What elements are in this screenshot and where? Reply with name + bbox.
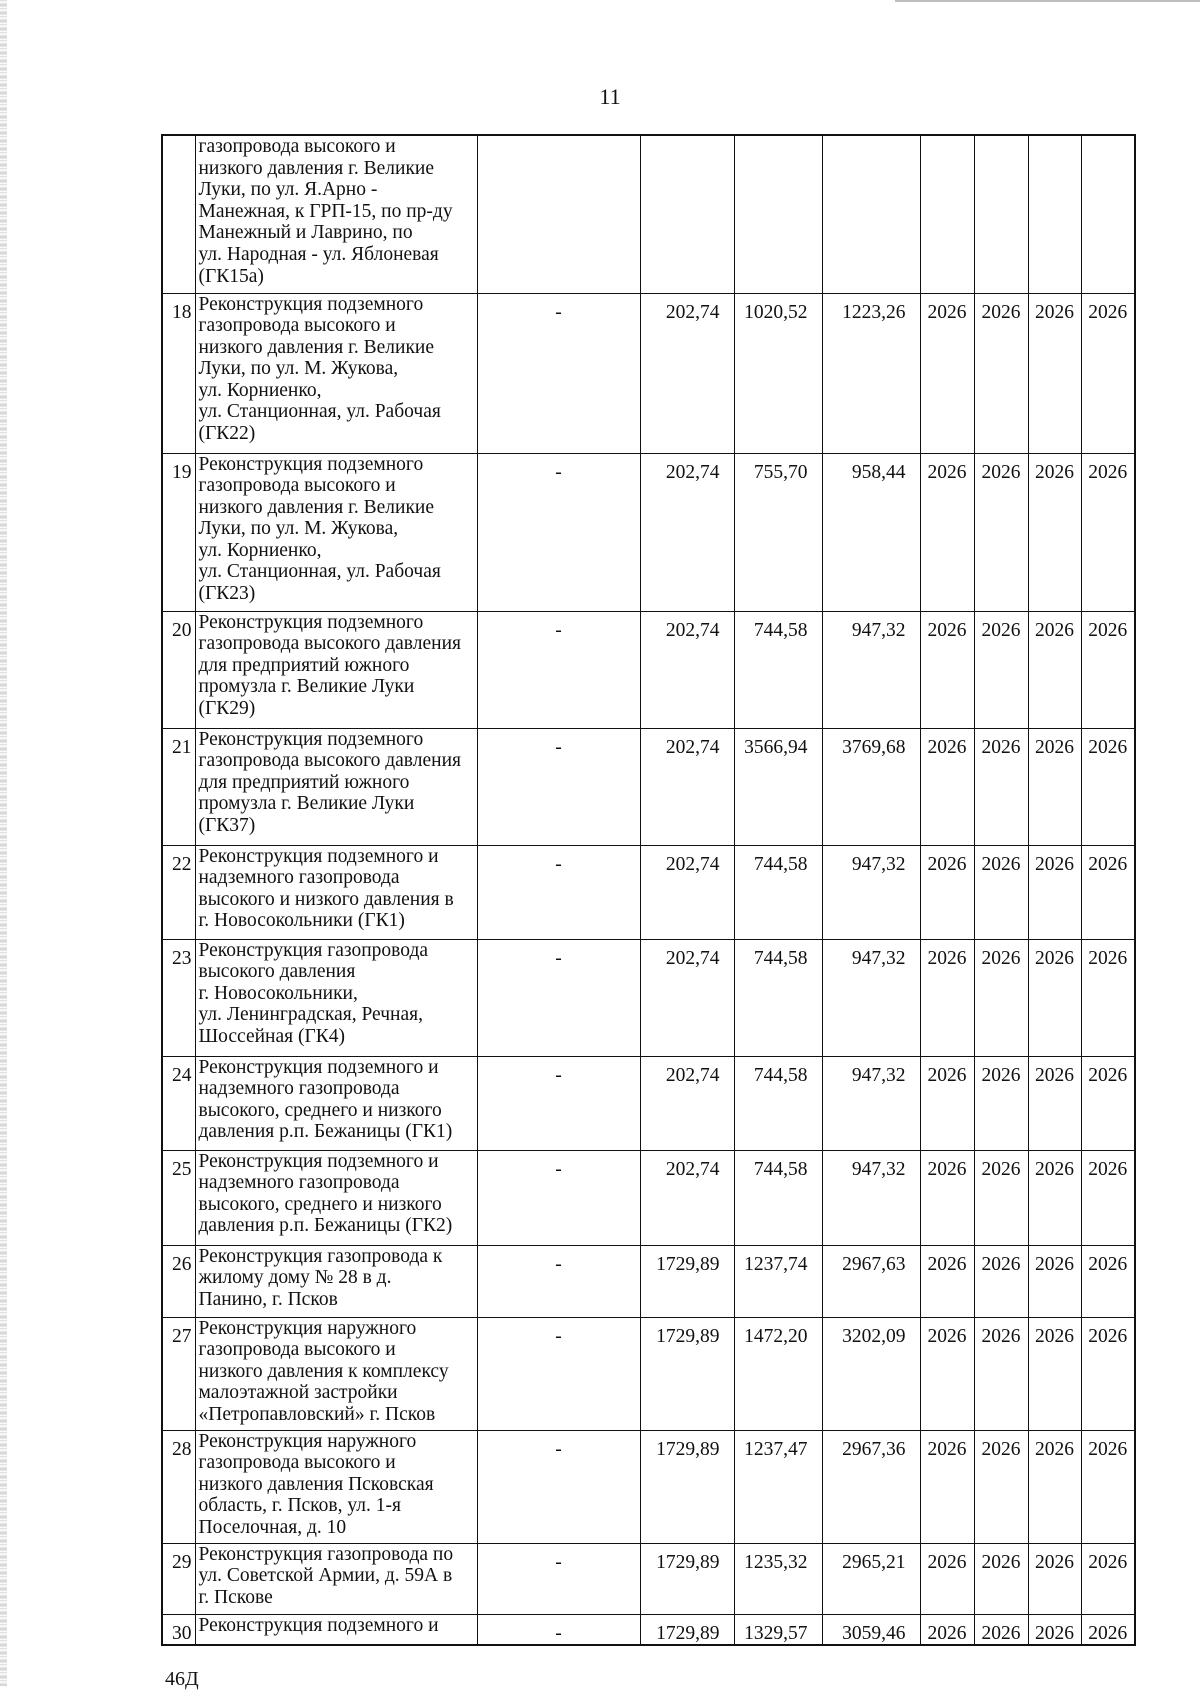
dash-cell: - xyxy=(477,1317,640,1430)
year-cell-1: 2026 xyxy=(920,611,974,728)
year-cell-2: 2026 xyxy=(974,1056,1028,1150)
year-cell-3: 2026 xyxy=(1028,611,1081,728)
total-cell: 3202,09 xyxy=(822,1317,920,1430)
dash-cell: - xyxy=(477,1150,640,1245)
dash-cell: - xyxy=(477,939,640,1056)
year-cell-4: 2026 xyxy=(1081,845,1135,939)
description-cell: Реконструкция газопровода к жилому дому № 28 в д. Панино, г. Псков xyxy=(195,1245,477,1317)
value-cell-1: 1729,89 xyxy=(640,1317,734,1430)
table-row xyxy=(162,728,1135,845)
total-cell: 2967,63 xyxy=(822,1245,920,1317)
year-cell-3: 2026 xyxy=(1028,1056,1081,1150)
year-cell-1: 2026 xyxy=(920,1150,974,1245)
dash-cell: - xyxy=(477,1056,640,1150)
dash-cell: - xyxy=(477,611,640,728)
table-row xyxy=(162,1543,1135,1614)
table-row xyxy=(162,611,1135,728)
year-cell-2: 2026 xyxy=(974,1614,1028,1645)
table-row xyxy=(162,1056,1135,1150)
year-cell-1 xyxy=(920,135,974,293)
table-row xyxy=(162,453,1135,611)
table-body xyxy=(162,135,1135,1645)
year-cell-1: 2026 xyxy=(920,728,974,845)
total-cell: 1223,26 xyxy=(822,293,920,453)
year-cell-4: 2026 xyxy=(1081,1543,1135,1614)
dash-cell: - xyxy=(477,845,640,939)
dash-cell: - xyxy=(477,1430,640,1543)
year-cell-3: 2026 xyxy=(1028,728,1081,845)
year-cell-4: 2026 xyxy=(1081,293,1135,453)
description-cell: Реконструкция подземного и xyxy=(195,1614,477,1645)
scan-edge-left xyxy=(0,0,7,1686)
year-cell-2: 2026 xyxy=(974,1150,1028,1245)
row-number-cell: 24 xyxy=(162,1056,195,1150)
total-cell: 958,44 xyxy=(822,453,920,611)
value-cell-2: 1237,74 xyxy=(734,1245,822,1317)
year-cell-2: 2026 xyxy=(974,939,1028,1056)
row-number-cell: 27 xyxy=(162,1317,195,1430)
year-cell-3: 2026 xyxy=(1028,1150,1081,1245)
year-cell-4 xyxy=(1081,135,1135,293)
dash-cell: - xyxy=(477,1245,640,1317)
table-row xyxy=(162,1430,1135,1543)
table-row xyxy=(162,845,1135,939)
year-cell-4: 2026 xyxy=(1081,611,1135,728)
value-cell-1: 1729,89 xyxy=(640,1430,734,1543)
value-cell-2: 1329,57 xyxy=(734,1614,822,1645)
value-cell-1: 1729,89 xyxy=(640,1245,734,1317)
description-cell: Реконструкция наружного газопровода высокого и низкого давления Псковская область, г. Псков, ул. 1-я Поселочная, д. 10 xyxy=(195,1430,477,1543)
table-row xyxy=(162,1150,1135,1245)
total-cell: 947,32 xyxy=(822,939,920,1056)
table-row xyxy=(162,1614,1135,1645)
table-row xyxy=(162,293,1135,453)
total-cell: 947,32 xyxy=(822,845,920,939)
year-cell-3: 2026 xyxy=(1028,939,1081,1056)
year-cell-4: 2026 xyxy=(1081,1150,1135,1245)
table-row xyxy=(162,939,1135,1056)
dash-cell: - xyxy=(477,453,640,611)
value-cell-2: 1020,52 xyxy=(734,293,822,453)
gas-pipeline-table xyxy=(161,134,1136,1646)
value-cell-1: 202,74 xyxy=(640,293,734,453)
value-cell-2: 744,58 xyxy=(734,1056,822,1150)
row-number-cell: 29 xyxy=(162,1543,195,1614)
value-cell-1: 202,74 xyxy=(640,453,734,611)
dash-cell: - xyxy=(477,1614,640,1645)
year-cell-2: 2026 xyxy=(974,728,1028,845)
total-cell: 3059,46 xyxy=(822,1614,920,1645)
year-cell-3: 2026 xyxy=(1028,453,1081,611)
value-cell-2: 3566,94 xyxy=(734,728,822,845)
year-cell-1: 2026 xyxy=(920,1614,974,1645)
year-cell-1: 2026 xyxy=(920,1245,974,1317)
value-cell-1: 1729,89 xyxy=(640,1614,734,1645)
year-cell-2: 2026 xyxy=(974,611,1028,728)
row-number-cell xyxy=(162,135,195,293)
row-number-cell: 26 xyxy=(162,1245,195,1317)
row-number-cell: 28 xyxy=(162,1430,195,1543)
description-cell: Реконструкция газопровода по ул. Советской Армии, д. 59А в г. Пскове xyxy=(195,1543,477,1614)
year-cell-1: 2026 xyxy=(920,1056,974,1150)
description-cell: Реконструкция подземного газопровода высокого давления для предприятий южного промузла г. Великие Луки (ГК37) xyxy=(195,728,477,845)
year-cell-4: 2026 xyxy=(1081,728,1135,845)
year-cell-1: 2026 xyxy=(920,845,974,939)
year-cell-4: 2026 xyxy=(1081,1056,1135,1150)
description-cell: Реконструкция подземного и надземного газопровода высокого, среднего и низкого давления р.п. Бежаницы (ГК1) xyxy=(195,1056,477,1150)
value-cell-1: 202,74 xyxy=(640,939,734,1056)
year-cell-1: 2026 xyxy=(920,1543,974,1614)
value-cell-1: 202,74 xyxy=(640,611,734,728)
year-cell-3: 2026 xyxy=(1028,1543,1081,1614)
footer-code: 46Д xyxy=(165,1668,199,1690)
value-cell-2: 744,58 xyxy=(734,611,822,728)
row-number-cell: 22 xyxy=(162,845,195,939)
total-cell xyxy=(822,135,920,293)
row-number-cell: 25 xyxy=(162,1150,195,1245)
value-cell-1: 202,74 xyxy=(640,728,734,845)
row-number-cell: 30 xyxy=(162,1614,195,1645)
table-row xyxy=(162,1245,1135,1317)
year-cell-4: 2026 xyxy=(1081,453,1135,611)
dash-cell: - xyxy=(477,728,640,845)
total-cell: 3769,68 xyxy=(822,728,920,845)
value-cell-1: 202,74 xyxy=(640,845,734,939)
year-cell-3: 2026 xyxy=(1028,845,1081,939)
dash-cell: - xyxy=(477,293,640,453)
year-cell-4: 2026 xyxy=(1081,1614,1135,1645)
value-cell-2: 1472,20 xyxy=(734,1317,822,1430)
row-number-cell: 21 xyxy=(162,728,195,845)
description-cell: Реконструкция газопровода высокого давления г. Новосокольники, ул. Ленинградская, Речная, Шоссейная (ГК4) xyxy=(195,939,477,1056)
year-cell-2: 2026 xyxy=(974,1430,1028,1543)
table-row xyxy=(162,135,1135,293)
year-cell-2: 2026 xyxy=(974,293,1028,453)
year-cell-3: 2026 xyxy=(1028,293,1081,453)
value-cell-2: 1237,47 xyxy=(734,1430,822,1543)
value-cell-2: 744,58 xyxy=(734,845,822,939)
year-cell-4: 2026 xyxy=(1081,939,1135,1056)
year-cell-2 xyxy=(974,135,1028,293)
year-cell-1: 2026 xyxy=(920,293,974,453)
year-cell-1: 2026 xyxy=(920,1430,974,1543)
description-cell: Реконструкция наружного газопровода высокого и низкого давления к комплексу малоэтажной застройки «Петропавловский» г. Псков xyxy=(195,1317,477,1430)
year-cell-2: 2026 xyxy=(974,453,1028,611)
year-cell-1: 2026 xyxy=(920,1317,974,1430)
total-cell: 947,32 xyxy=(822,611,920,728)
value-cell-2: 1235,32 xyxy=(734,1543,822,1614)
year-cell-1: 2026 xyxy=(920,939,974,1056)
year-cell-2: 2026 xyxy=(974,1317,1028,1430)
table-row xyxy=(162,1317,1135,1430)
year-cell-4: 2026 xyxy=(1081,1245,1135,1317)
description-cell: Реконструкция подземного и надземного газопровода высокого, среднего и низкого давления р.п. Бежаницы (ГК2) xyxy=(195,1150,477,1245)
year-cell-4: 2026 xyxy=(1081,1430,1135,1543)
total-cell: 2965,21 xyxy=(822,1543,920,1614)
value-cell-1 xyxy=(640,135,734,293)
year-cell-3: 2026 xyxy=(1028,1614,1081,1645)
value-cell-1: 202,74 xyxy=(640,1056,734,1150)
year-cell-3: 2026 xyxy=(1028,1317,1081,1430)
row-number-cell: 19 xyxy=(162,453,195,611)
value-cell-1: 202,74 xyxy=(640,1150,734,1245)
description-cell: газопровода высокого и низкого давления г. Великие Луки, по ул. Я.Арно - Манежная, к ГРП-15, по пр-ду Манежный и Лаврино, по ул. Народная - ул. Яблоневая (ГК15а) xyxy=(195,135,477,293)
value-cell-2: 755,70 xyxy=(734,453,822,611)
value-cell-2 xyxy=(734,135,822,293)
dash-cell xyxy=(477,135,640,293)
year-cell-3 xyxy=(1028,135,1081,293)
value-cell-2: 744,58 xyxy=(734,1150,822,1245)
scan-edge-top xyxy=(895,0,1200,2)
description-cell: Реконструкция подземного газопровода высокого и низкого давления г. Великие Луки, по ул. М. Жукова, ул. Корниенко, ул. Станционная, ул. Рабочая (ГК22) xyxy=(195,293,477,453)
description-cell: Реконструкция подземного и надземного газопровода высокого и низкого давления в г. Новосокольники (ГК1) xyxy=(195,845,477,939)
year-cell-4: 2026 xyxy=(1081,1317,1135,1430)
row-number-cell: 18 xyxy=(162,293,195,453)
value-cell-2: 744,58 xyxy=(734,939,822,1056)
row-number-cell: 20 xyxy=(162,611,195,728)
description-cell: Реконструкция подземного газопровода высокого давления для предприятий южного промузла г. Великие Луки (ГК29) xyxy=(195,611,477,728)
page-number: 11 xyxy=(599,84,621,109)
year-cell-3: 2026 xyxy=(1028,1430,1081,1543)
total-cell: 947,32 xyxy=(822,1056,920,1150)
year-cell-2: 2026 xyxy=(974,1245,1028,1317)
total-cell: 947,32 xyxy=(822,1150,920,1245)
year-cell-2: 2026 xyxy=(974,1543,1028,1614)
description-cell: Реконструкция подземного газопровода высокого и низкого давления г. Великие Луки, по ул. М. Жукова, ул. Корниенко, ул. Станционная, ул. Рабочая (ГК23) xyxy=(195,453,477,611)
year-cell-2: 2026 xyxy=(974,845,1028,939)
dash-cell: - xyxy=(477,1543,640,1614)
value-cell-1: 1729,89 xyxy=(640,1543,734,1614)
total-cell: 2967,36 xyxy=(822,1430,920,1543)
year-cell-3: 2026 xyxy=(1028,1245,1081,1317)
year-cell-1: 2026 xyxy=(920,453,974,611)
row-number-cell: 23 xyxy=(162,939,195,1056)
